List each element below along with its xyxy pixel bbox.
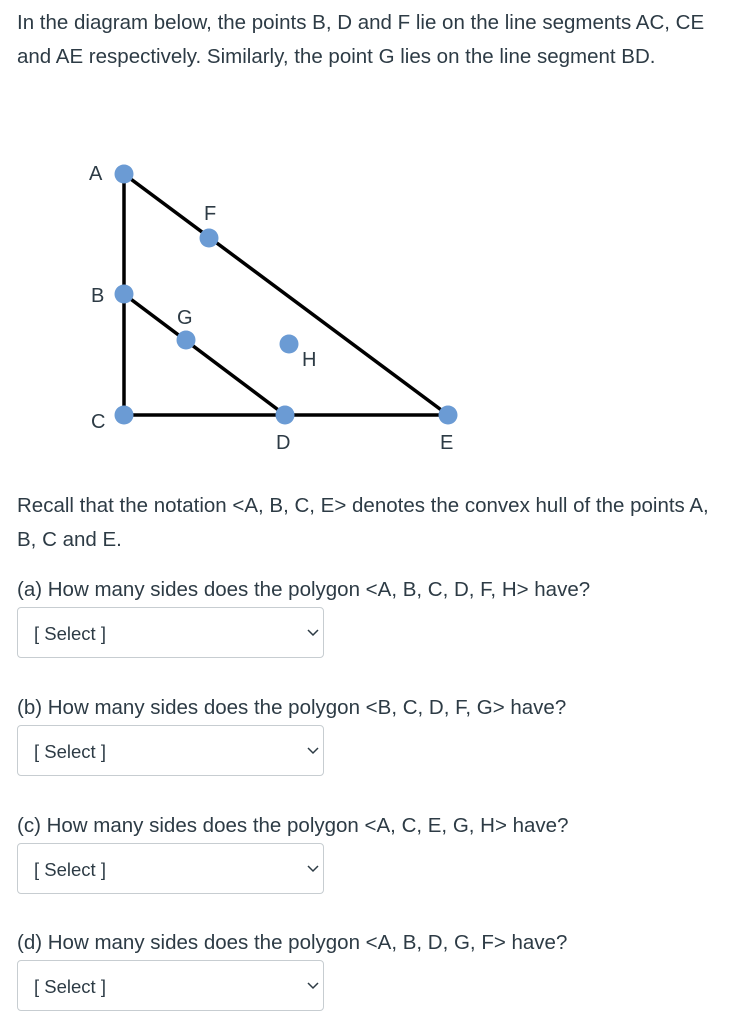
answer-select-d[interactable] [17,960,324,1011]
chevron-down-icon [307,981,319,990]
select-value: [ Select ] [34,741,106,762]
point-e [439,406,458,425]
segment-ae [124,174,448,415]
select-value: [ Select ] [34,623,106,644]
question-c: (c) How many sides does the polygon <A, C, E, G, H> have? [17,814,569,837]
point-b [115,285,134,304]
geometry-diagram [0,0,741,470]
label-h: H [302,349,317,371]
chevron-down-icon [307,864,319,873]
label-d: D [276,432,291,454]
label-f: F [204,203,217,225]
chevron-down-icon [307,746,319,755]
point-d [276,406,295,425]
label-e: E [440,432,454,454]
question-d: (d) How many sides does the polygon <A, B, D, G, F> have? [17,931,568,954]
intro-text: In the diagram below, the points B, D and F lie on the line segments AC, CE and AE respectively. Similarly, the point G lies on the line segment BD. [17,11,705,68]
question-b: (b) How many sides does the polygon <B, C, D, F, G> have? [17,696,567,719]
recall-text: Recall that the notation <A, B, C, E> denotes the convex hull of the points A, B, C and E. [17,494,709,551]
label-c: C [91,411,106,433]
chevron-down-icon [307,628,319,637]
point-a [115,165,134,184]
label-g: G [177,307,193,329]
label-a: A [89,163,103,185]
segment-bd [124,294,285,415]
point-g [177,331,196,350]
question-a: (a) How many sides does the polygon <A, B, C, D, F, H> have? [17,578,591,601]
point-h [280,335,299,354]
answer-select-b[interactable] [17,725,324,776]
select-value: [ Select ] [34,976,106,997]
point-f [200,229,219,248]
label-b: B [91,285,105,307]
select-value: [ Select ] [34,859,106,880]
answer-select-a[interactable] [17,607,324,658]
point-c [115,406,134,425]
answer-select-c[interactable] [17,843,324,894]
